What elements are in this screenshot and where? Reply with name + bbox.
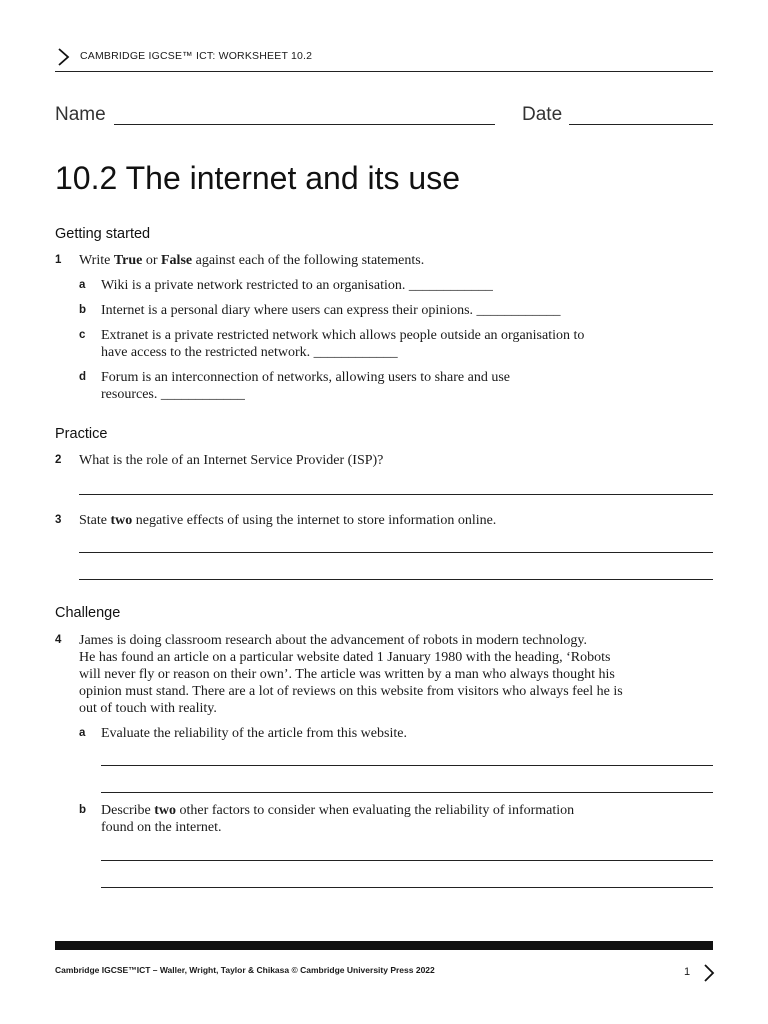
chevron-right-icon[interactable] xyxy=(702,963,716,983)
date-label: Date xyxy=(522,104,563,125)
answer-line[interactable] xyxy=(101,887,713,888)
footer-copyright: Cambridge IGCSE™ICT – Waller, Wright, Taylor & Chikasa © Cambridge University Press 2022 xyxy=(55,965,435,975)
item-label: c xyxy=(79,329,86,341)
question-1-text: Write True or False against each of the following statements. xyxy=(79,253,425,268)
question-number: 4 xyxy=(55,634,62,646)
item-label: a xyxy=(79,279,86,291)
answer-line[interactable] xyxy=(79,494,713,495)
answer-line[interactable] xyxy=(101,860,713,861)
item-label: b xyxy=(79,304,87,316)
question-2-text: What is the role of an Internet Service Provider (ISP)? xyxy=(79,453,384,468)
question-number: 2 xyxy=(55,454,62,466)
worksheet-header: CAMBRIDGE IGCSE™ ICT: WORKSHEET 10.2 xyxy=(80,50,313,62)
section-heading-challenge: Challenge xyxy=(55,605,121,621)
statement-d: Forum is an interconnection of networks, allowing users to share and use resources. ____________ xyxy=(101,370,511,402)
question-4a-text: Evaluate the reliability of the article from this website. xyxy=(101,726,407,741)
section-heading-practice: Practice xyxy=(55,426,108,442)
answer-line[interactable] xyxy=(101,792,713,793)
question-number: 3 xyxy=(55,514,62,526)
page-number: 1 xyxy=(684,966,691,978)
statement-c: Extranet is a private restricted network which allows people outside an organisation to have access to the restricted network. ____________ xyxy=(101,328,585,360)
footer-bar xyxy=(55,941,713,950)
section-heading-getting-started: Getting started xyxy=(55,226,151,242)
chevron-right-icon xyxy=(55,47,73,67)
date-field[interactable] xyxy=(569,124,713,125)
name-label: Name xyxy=(55,104,106,125)
question-4b-text: Describe two other factors to consider when evaluating the reliability of information found on the internet. xyxy=(101,803,575,835)
answer-line[interactable] xyxy=(101,765,713,766)
answer-line[interactable] xyxy=(79,552,713,553)
page-title: 10.2 The internet and its use xyxy=(55,160,461,196)
item-label: b xyxy=(79,804,87,816)
answer-line[interactable] xyxy=(79,579,713,580)
question-3-text: State two negative effects of using the internet to store information online. xyxy=(79,513,497,528)
statement-b: Internet is a personal diary where users can express their opinions. ____________ xyxy=(101,303,561,318)
statement-a: Wiki is a private network restricted to an organisation. ____________ xyxy=(101,278,493,293)
question-4-text: James is doing classroom research about the advancement of robots in modern technology. He has found an article on a particular website dated 1 January 1980 with the heading, ‘Robots will never fly or reason on their own’. The article was written by a man who always thought his opinion must stand. There are a lot of reviews on this website from visitors who always feel he is out of touch with reality. xyxy=(79,633,623,716)
item-label: d xyxy=(79,371,87,383)
header-rule xyxy=(55,71,713,72)
name-field[interactable] xyxy=(114,124,495,125)
question-number: 1 xyxy=(55,254,62,266)
item-label: a xyxy=(79,727,86,739)
